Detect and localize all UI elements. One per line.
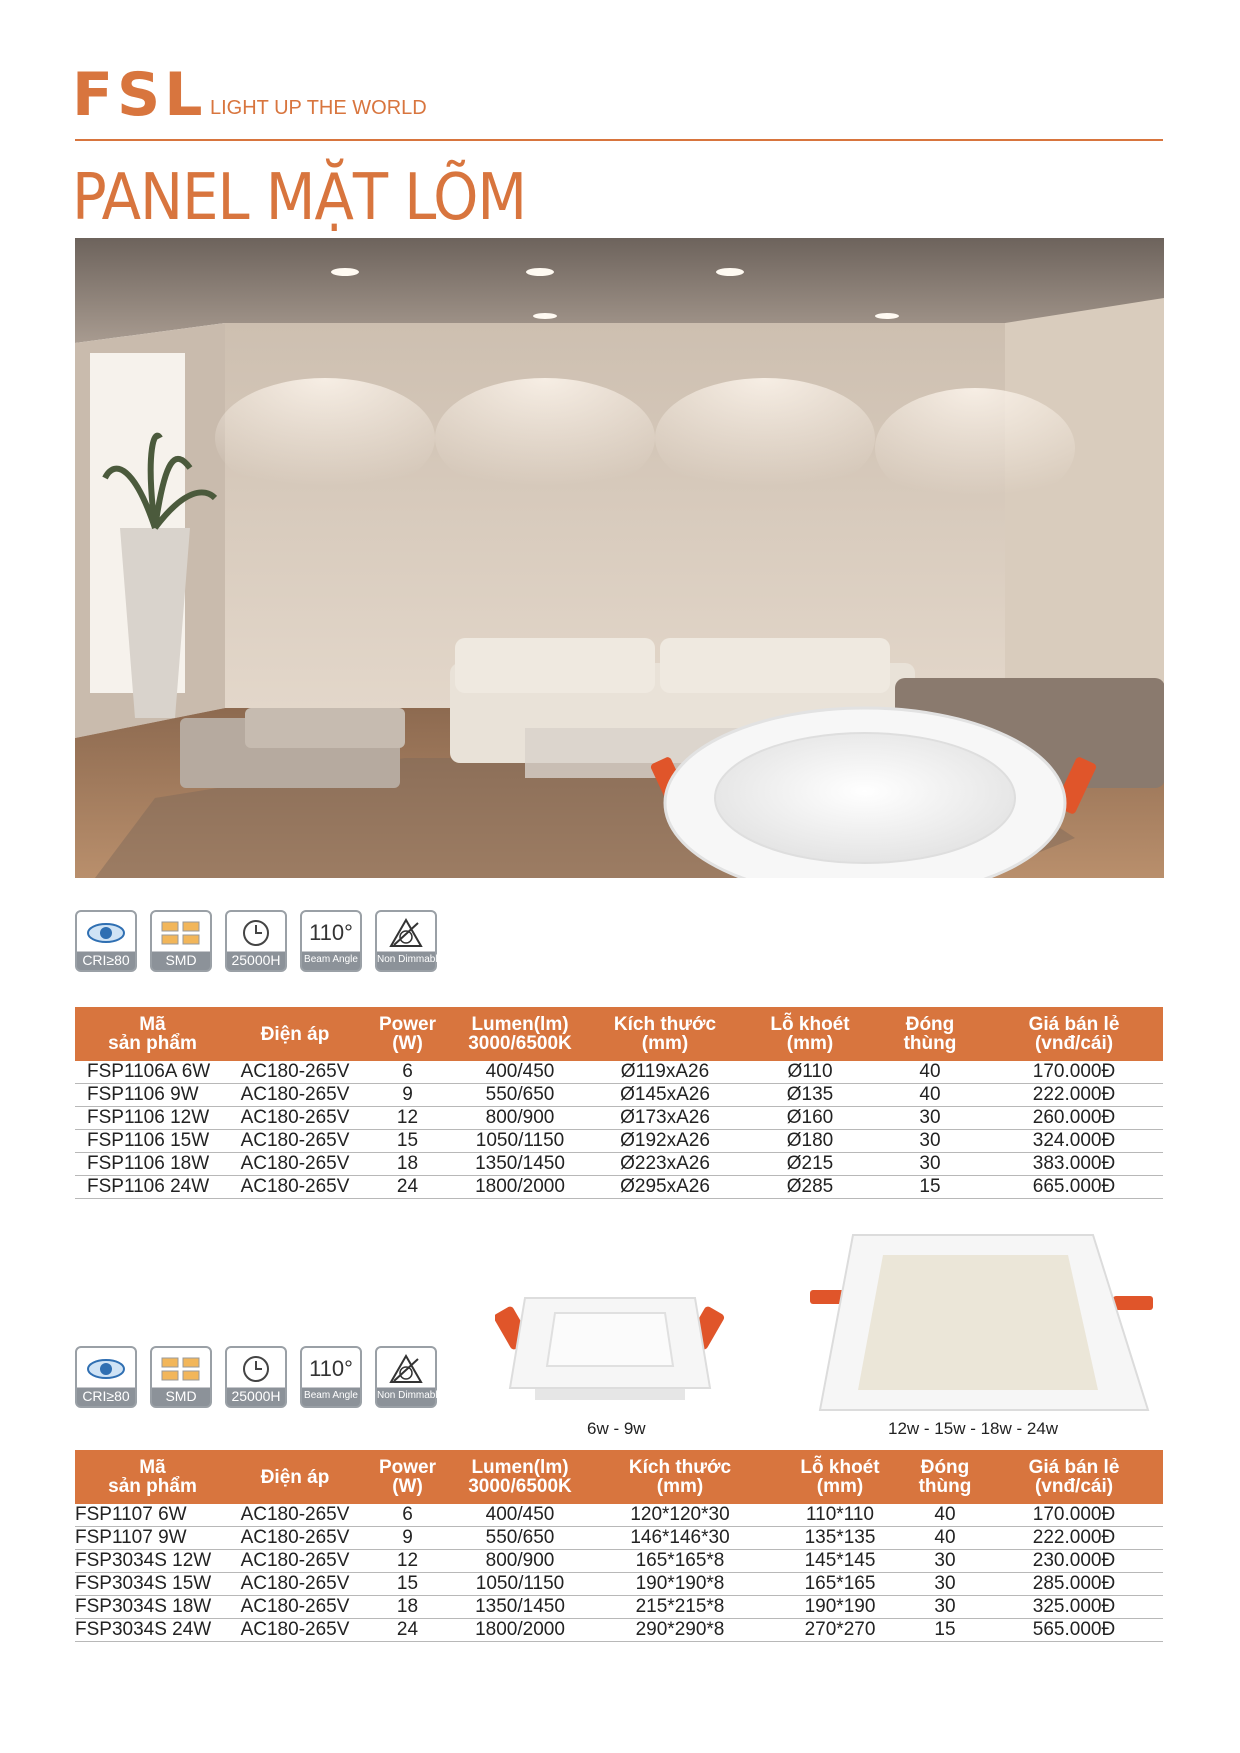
feature-badges-row-2: [75, 1346, 444, 1408]
column-header-line: Điện áp: [260, 1023, 330, 1045]
column-header: [455, 1450, 585, 1504]
column-header-line: Lumen(lm): [471, 1014, 569, 1035]
table-cell: 550/650: [455, 1084, 585, 1107]
beam-angle-badge: 110° Beam Angle: [300, 910, 362, 972]
table-cell: AC180-265V: [230, 1596, 360, 1619]
non-dimmable-badge: Non Dimmable: [375, 910, 437, 972]
table-row: [75, 1550, 1163, 1573]
column-header-line: Giá bán lẻ: [1028, 1457, 1120, 1478]
table-row: [75, 1061, 1163, 1084]
column-header-line: (mm): [786, 1033, 834, 1054]
table-row: [75, 1176, 1163, 1199]
column-header-line: thùng: [918, 1476, 972, 1497]
table-cell: 800/900: [455, 1550, 585, 1573]
column-header-line: Điện áp: [260, 1466, 330, 1488]
column-header-line: Đóng: [920, 1457, 970, 1478]
caption-large-panel: 12w - 15w - 18w - 24w: [888, 1419, 1059, 1438]
table-cell: FSP1106A 6W: [75, 1061, 230, 1084]
table-cell: Ø215: [745, 1153, 875, 1176]
table-cell: 24: [360, 1176, 455, 1199]
hero-room-photo: [75, 238, 1164, 878]
table-cell: AC180-265V: [230, 1550, 360, 1573]
table-cell: Ø223xA26: [585, 1153, 745, 1176]
living-room-illustration: [75, 238, 1164, 878]
table-cell: 12: [360, 1107, 455, 1130]
table-cell: 18: [360, 1596, 455, 1619]
cri-badge: CRI≥80: [75, 1346, 137, 1408]
non-dimmable-icon: [388, 1353, 424, 1385]
table-cell: 665.000Đ: [985, 1176, 1163, 1199]
column-header: [360, 1007, 455, 1061]
table-cell: 222.000Đ: [985, 1527, 1163, 1550]
table-cell: 120*120*30: [585, 1504, 775, 1527]
column-header: [75, 1450, 230, 1504]
column-header-line: (W): [392, 1476, 423, 1497]
table-cell: 6: [360, 1061, 455, 1084]
table-cell: 110*110: [775, 1504, 905, 1527]
beam-angle-value: 110°: [309, 920, 353, 945]
table-cell: 30: [875, 1107, 985, 1130]
table-row: [75, 1153, 1163, 1176]
square-panel-large-image: [808, 1230, 1153, 1415]
column-header-line: sản phẩm: [108, 1476, 197, 1497]
column-header: [585, 1007, 745, 1061]
table-cell: 30: [905, 1573, 985, 1596]
table-cell: AC180-265V: [230, 1153, 360, 1176]
table-cell: FSP1106 9W: [75, 1084, 230, 1107]
table-cell: FSP1107 6W: [75, 1504, 230, 1527]
column-header-line: (vnđ/cái): [1034, 1476, 1114, 1497]
table-cell: 40: [875, 1084, 985, 1107]
table-cell: Ø180: [745, 1130, 875, 1153]
table-row: [75, 1084, 1163, 1107]
table-cell: FSP3034S 24W: [75, 1619, 230, 1642]
spec-table-round-panel: [75, 1007, 1163, 1199]
table-cell: Ø160: [745, 1107, 875, 1130]
table-cell: 190*190: [775, 1596, 905, 1619]
table-cell: 30: [875, 1153, 985, 1176]
lifetime-badge: 25000H: [225, 910, 287, 972]
eye-icon: [86, 1357, 126, 1381]
column-header-line: (mm): [656, 1476, 704, 1497]
non-dimmable-icon: [388, 917, 424, 949]
beam-angle-value: 110°: [309, 1356, 353, 1381]
table-cell: 324.000Đ: [985, 1130, 1163, 1153]
table-cell: 230.000Đ: [985, 1550, 1163, 1573]
table-cell: 260.000Đ: [985, 1107, 1163, 1130]
table-cell: 18: [360, 1153, 455, 1176]
table-cell: Ø110: [745, 1061, 875, 1084]
table-cell: 146*146*30: [585, 1527, 775, 1550]
column-header-line: Giá bán lẻ: [1028, 1014, 1120, 1035]
column-header-line: Đóng: [905, 1014, 955, 1035]
column-header: [775, 1450, 905, 1504]
column-header-line: Lỗ khoét: [770, 1014, 850, 1035]
table-cell: 15: [360, 1573, 455, 1596]
table-header-row: [75, 1007, 1163, 1061]
table-cell: 550/650: [455, 1527, 585, 1550]
table-cell: Ø119xA26: [585, 1061, 745, 1084]
column-header-line: 3000/6500K: [468, 1033, 572, 1054]
column-header: [745, 1007, 875, 1061]
table-row: [75, 1107, 1163, 1130]
eye-icon: [86, 921, 126, 945]
table-cell: AC180-265V: [230, 1527, 360, 1550]
table-cell: FSP1106 24W: [75, 1176, 230, 1199]
table-cell: 9: [360, 1084, 455, 1107]
table-cell: Ø135: [745, 1084, 875, 1107]
smd-chip-icon: [159, 919, 203, 947]
column-header: [75, 1007, 230, 1061]
table-cell: 9: [360, 1527, 455, 1550]
table-cell: FSP3034S 15W: [75, 1573, 230, 1596]
table-cell: 170.000Đ: [985, 1504, 1163, 1527]
column-header: [360, 1450, 455, 1504]
table-row: [75, 1596, 1163, 1619]
table-header-row: [75, 1450, 1163, 1504]
column-header-line: (mm): [816, 1476, 864, 1497]
table-cell: 290*290*8: [585, 1619, 775, 1642]
table-cell: AC180-265V: [230, 1504, 360, 1527]
table-cell: 170.000Đ: [985, 1061, 1163, 1084]
table-row: [75, 1504, 1163, 1527]
table-row: [75, 1130, 1163, 1153]
table-cell: 215*215*8: [585, 1596, 775, 1619]
table-cell: 270*270: [775, 1619, 905, 1642]
table-cell: 1350/1450: [455, 1153, 585, 1176]
brand-tagline: LIGHT UP THE WORLD: [210, 97, 427, 119]
column-header-line: (W): [392, 1033, 423, 1054]
column-header-line: Mã: [139, 1457, 166, 1478]
column-header-line: Lumen(lm): [471, 1457, 569, 1478]
beam-angle-badge: 110° Beam Angle: [300, 1346, 362, 1408]
table-cell: AC180-265V: [230, 1061, 360, 1084]
column-header: [875, 1007, 985, 1061]
table-cell: 12: [360, 1550, 455, 1573]
square-panel-small-illustration: [495, 1288, 725, 1408]
page-title: PANEL MẶT LÕM: [72, 161, 527, 235]
table-cell: 40: [875, 1061, 985, 1084]
column-header: [905, 1450, 985, 1504]
table-cell: 30: [905, 1550, 985, 1573]
table-cell: AC180-265V: [230, 1107, 360, 1130]
column-header: [455, 1007, 585, 1061]
brand-logo: FSL: [72, 60, 207, 130]
column-header-line: 3000/6500K: [468, 1476, 572, 1497]
non-dimmable-badge: Non Dimmable: [375, 1346, 437, 1408]
table-cell: 40: [905, 1504, 985, 1527]
table-cell: FSP1107 9W: [75, 1527, 230, 1550]
table-cell: 15: [905, 1619, 985, 1642]
table-cell: 400/450: [455, 1504, 585, 1527]
table-cell: FSP1106 15W: [75, 1130, 230, 1153]
column-header: [985, 1007, 1163, 1061]
table-cell: 325.000Đ: [985, 1596, 1163, 1619]
table-cell: 1050/1150: [455, 1130, 585, 1153]
table-cell: 222.000Đ: [985, 1084, 1163, 1107]
table-cell: AC180-265V: [230, 1084, 360, 1107]
clock-icon: [241, 918, 271, 948]
cri-badge: CRI≥80: [75, 910, 137, 972]
table-row: [75, 1527, 1163, 1550]
column-header-line: Mã: [139, 1014, 166, 1035]
square-panel-small-image: [495, 1288, 725, 1408]
table-cell: 165*165*8: [585, 1550, 775, 1573]
square-panel-large-illustration: [808, 1230, 1153, 1415]
column-header-line: Kích thước: [628, 1457, 732, 1478]
table-cell: 1800/2000: [455, 1176, 585, 1199]
column-header-line: Power: [378, 1014, 437, 1035]
table-cell: FSP1106 18W: [75, 1153, 230, 1176]
table-cell: 1800/2000: [455, 1619, 585, 1642]
table-cell: 800/900: [455, 1107, 585, 1130]
table-cell: 165*165: [775, 1573, 905, 1596]
table-cell: 1350/1450: [455, 1596, 585, 1619]
table-cell: FSP3034S 12W: [75, 1550, 230, 1573]
table-cell: AC180-265V: [230, 1176, 360, 1199]
smd-badge: SMD: [150, 910, 212, 972]
table-cell: 285.000Đ: [985, 1573, 1163, 1596]
column-header-line: (mm): [641, 1033, 689, 1054]
table-cell: AC180-265V: [230, 1573, 360, 1596]
column-header: [230, 1007, 360, 1061]
table-row: [75, 1573, 1163, 1596]
table-cell: Ø285: [745, 1176, 875, 1199]
column-header: [230, 1450, 360, 1504]
feature-badges-row-1: [75, 910, 444, 972]
table-cell: 30: [905, 1596, 985, 1619]
table-cell: 383.000Đ: [985, 1153, 1163, 1176]
column-header-line: Lỗ khoét: [800, 1457, 880, 1478]
table-cell: 135*135: [775, 1527, 905, 1550]
column-header-line: sản phẩm: [108, 1033, 197, 1054]
column-header: [985, 1450, 1163, 1504]
caption-small-panel: 6w - 9w: [587, 1419, 646, 1438]
table-row: [75, 1619, 1163, 1642]
smd-chip-icon: [159, 1355, 203, 1383]
table-cell: FSP3034S 18W: [75, 1596, 230, 1619]
table-cell: AC180-265V: [230, 1619, 360, 1642]
table-cell: 1050/1150: [455, 1573, 585, 1596]
table-cell: AC180-265V: [230, 1130, 360, 1153]
table-cell: FSP1106 12W: [75, 1107, 230, 1130]
table-cell: 40: [905, 1527, 985, 1550]
table-cell: 30: [875, 1130, 985, 1153]
table-cell: 15: [875, 1176, 985, 1199]
column-header: [585, 1450, 775, 1504]
table-cell: 400/450: [455, 1061, 585, 1084]
header-divider: [75, 139, 1163, 141]
table-cell: 6: [360, 1504, 455, 1527]
table-cell: 565.000Đ: [985, 1619, 1163, 1642]
column-header-line: thùng: [903, 1033, 957, 1054]
column-header-line: Power: [378, 1457, 437, 1478]
spec-table-square-panel: [75, 1450, 1163, 1642]
clock-icon: [241, 1354, 271, 1384]
table-cell: Ø145xA26: [585, 1084, 745, 1107]
table-cell: Ø173xA26: [585, 1107, 745, 1130]
table-cell: Ø295xA26: [585, 1176, 745, 1199]
table-cell: 190*190*8: [585, 1573, 775, 1596]
table-cell: 24: [360, 1619, 455, 1642]
lifetime-badge: 25000H: [225, 1346, 287, 1408]
smd-badge: SMD: [150, 1346, 212, 1408]
column-header-line: Kích thước: [613, 1014, 717, 1035]
table-cell: Ø192xA26: [585, 1130, 745, 1153]
column-header-line: (vnđ/cái): [1034, 1033, 1114, 1054]
table-cell: 15: [360, 1130, 455, 1153]
table-cell: 145*145: [775, 1550, 905, 1573]
